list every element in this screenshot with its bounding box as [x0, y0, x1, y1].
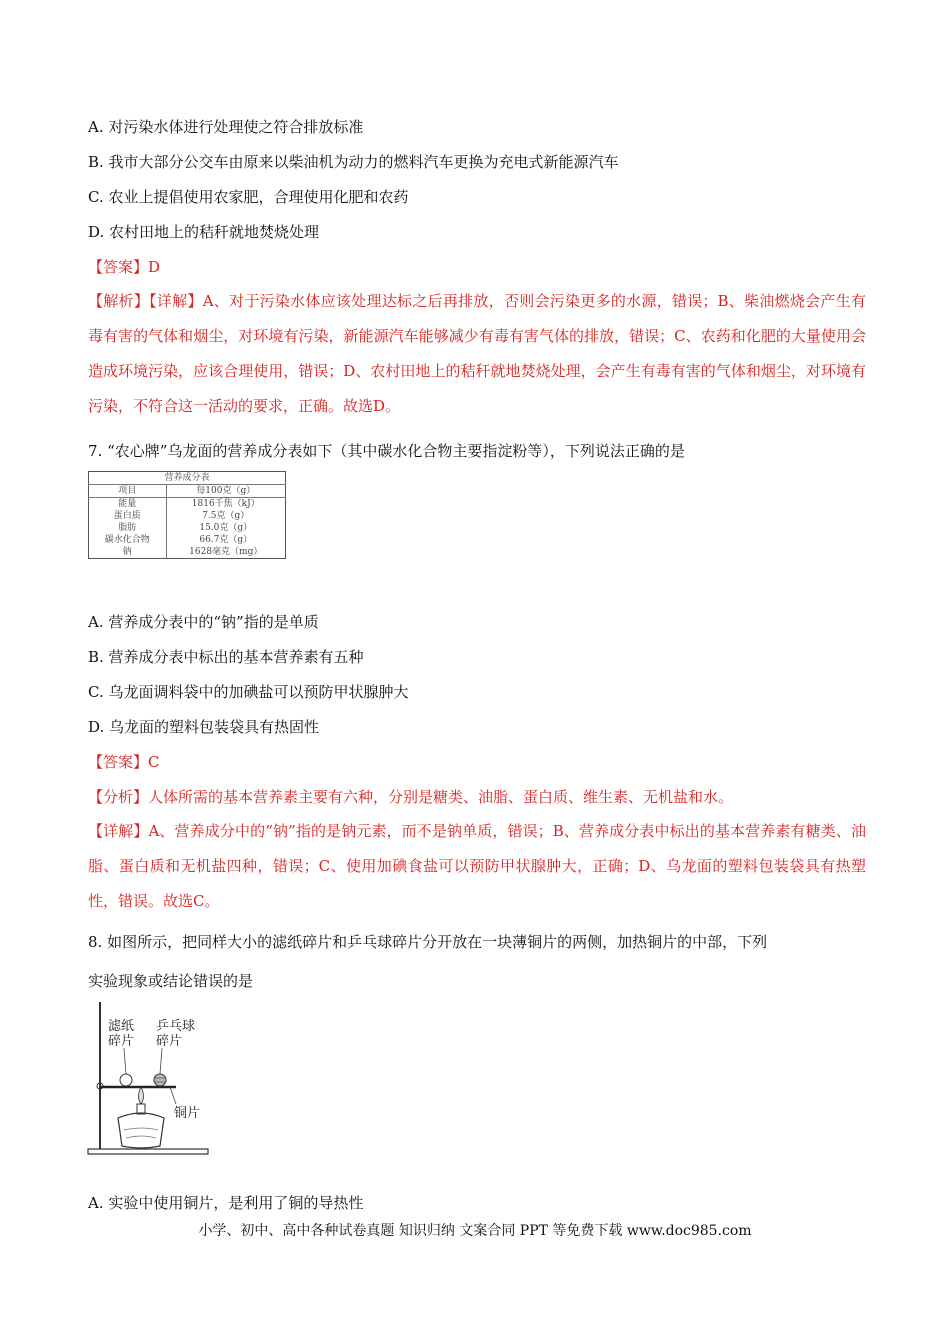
- filter-paper-piece: [120, 1074, 132, 1086]
- q6-answer: 【答案】D: [88, 258, 161, 276]
- nutrition-row-value: 1816千焦（kJ）: [191, 499, 260, 509]
- q7-option-a: A. 营养成分表中的“钠”指的是单质: [88, 613, 319, 631]
- nutrition-table: [88, 471, 286, 559]
- q8-stem-line1: 8. 如图所示，把同样大小的滤纸碎片和乒乓球碎片分开放在一块薄铜片的两侧，加热铜片的中部，下列: [88, 933, 768, 951]
- nutrition-header-per100g: 每100克（g）: [166, 485, 286, 498]
- q7-option-d: D. 乌龙面的塑料包装袋具有热固性: [88, 718, 320, 736]
- nutrition-header-item: 项目: [89, 485, 167, 498]
- label-pingpong-2: 碎片: [156, 1034, 183, 1049]
- q7-analysis: 【分析】人体所需的基本营养素主要有六种，分别是糖类、油脂、蛋白质、维生素、无机盐和水。: [88, 788, 734, 806]
- nutrition-row-label: 蛋白质: [89, 510, 167, 522]
- nutrition-row-value: 15.0克（g）: [199, 523, 253, 533]
- nutrition-row-value: 7.5克（g）: [202, 511, 250, 521]
- label-filter-paper-2: 碎片: [108, 1034, 135, 1049]
- nutrition-row-label: 钠: [89, 546, 167, 559]
- q7-detail: 【详解】A、营养成分中的“钠”指的是钠元素，而不是钠单质，错误；B、营养成分表中标出的基本营养素有糖类、油脂、蛋白质和无机盐四种，错误；C、使用加碘食盐可以预防甲状腺肿大，正确；D、乌龙面的塑料包装袋具有热塑性，错误。故选C。: [88, 822, 866, 910]
- q7-option-c: C. 乌龙面调料袋中的加碘盐可以预防甲状腺肿大: [88, 683, 409, 701]
- nutrition-table-title: 营养成分表: [89, 472, 286, 485]
- q7-stem: 7. “农心牌”乌龙面的营养成分表如下（其中碳水化合物主要指淀粉等），下列说法正确的是: [88, 442, 685, 460]
- alcohol-lamp-icon: [118, 1113, 164, 1148]
- q8-stem-line2: 实验现象或结论错误的是: [88, 972, 254, 990]
- pingpong-piece: [154, 1074, 166, 1086]
- page-footer: 小学、初中、高中各种试卷真题 知识归纳 文案合同 PPT 等免费下载 www.doc985.com: [198, 1223, 752, 1239]
- flame-icon: [139, 1087, 144, 1104]
- q7-option-b: B. 营养成分表中标出的基本营养素有五种: [88, 648, 364, 666]
- nutrition-row-label: 能量: [89, 498, 167, 511]
- label-filter-paper-1: 滤纸: [108, 1019, 135, 1034]
- q8-option-a: A. 实验中使用铜片，是利用了铜的导热性: [88, 1194, 364, 1212]
- q6-analysis: 【解析】【详解】A、对于污染水体应该处理达标之后再排放，否则会污染更多的水源，错误；B、柴油燃烧会产生有毒有害的气体和烟尘，对环境有污染，新能源汽车能够减少有毒有害气体的排放，错误；C、农药和化肥的大量使用会造成环境污染，应该合理使用，错误；D、农村田地上的秸秆就地焚烧处理，会产生有毒有害的气体和烟尘，对环境有污染，不符合这一活动的要求，正确。故选D。: [88, 292, 866, 415]
- nutrition-row-label: 碳水化合物: [89, 534, 167, 546]
- nutrition-row-value: 1628毫克（mg）: [189, 547, 263, 557]
- stand-base: [88, 1149, 208, 1154]
- q6-option-c: C. 农业上提倡使用农家肥，合理使用化肥和农药: [88, 188, 409, 206]
- label-pingpong-1: 乒乓球: [156, 1019, 196, 1034]
- q6-option-a: A. 对污染水体进行处理使之符合排放标准: [88, 118, 364, 136]
- nutrition-row-value: 66.7克（g）: [199, 535, 253, 545]
- q7-answer: 【答案】C: [88, 753, 160, 771]
- label-copper: 铜片: [174, 1106, 201, 1121]
- experiment-apparatus-figure: [86, 1000, 216, 1160]
- q6-option-b: B. 我市大部分公交车由原来以柴油机为动力的燃料汽车更换为充电式新能源汽车: [88, 153, 619, 171]
- nutrition-row-label: 脂肪: [89, 522, 167, 534]
- q6-option-d: D. 农村田地上的秸秆就地焚烧处理: [88, 223, 320, 241]
